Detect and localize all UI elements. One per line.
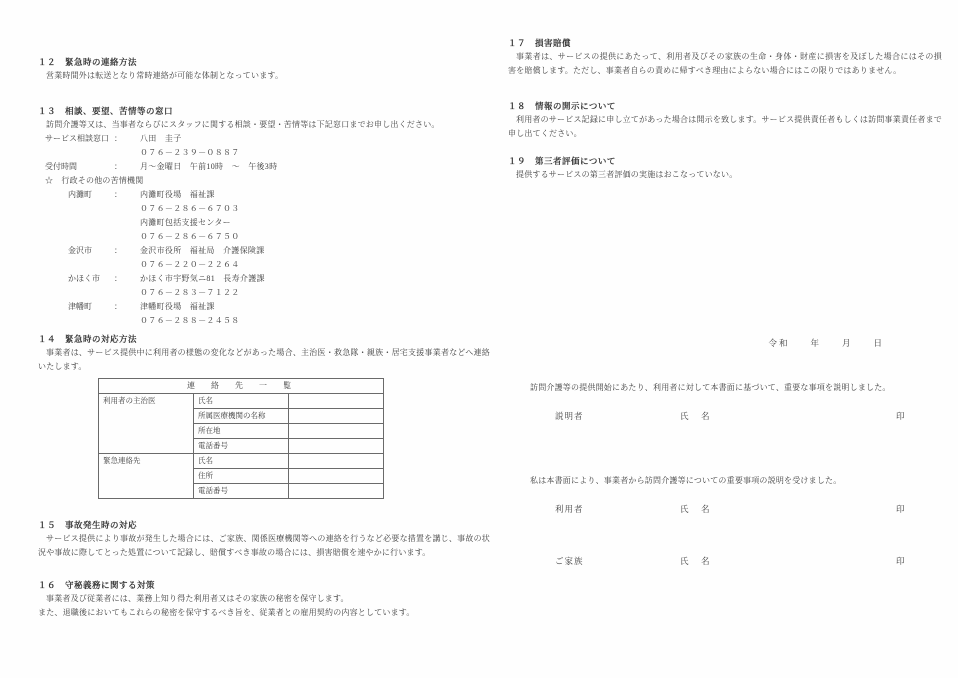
contact-list-table	[98, 378, 384, 499]
field-value-empty	[289, 394, 384, 409]
agency-office: かほく市宇野気ニ81 長寿介護課	[140, 274, 265, 283]
signature-row-user	[508, 502, 942, 516]
agency-label: 内灘町	[68, 190, 92, 199]
section-18-heading: １８ 情報の開示について	[508, 101, 616, 111]
agency-office: 内灘町包括支援センター	[140, 218, 231, 227]
group-label-doctor: 利用者の主治医	[99, 394, 194, 454]
section-14	[38, 332, 490, 499]
field-value-empty	[289, 454, 384, 469]
agency-phone: ０７６－２８３－７１２２	[140, 288, 240, 297]
name-label: 氏 名	[680, 411, 712, 421]
table-row	[99, 394, 384, 409]
agency-office: 内灘町役場 福祉課	[140, 190, 215, 199]
group-label-emergency: 緊急連絡先	[99, 454, 194, 499]
section-17-heading: １７ 損害賠償	[508, 38, 572, 48]
contact-row	[38, 132, 490, 146]
colon: ：	[114, 274, 122, 283]
field-value-empty	[289, 469, 384, 484]
agency-label: かほく市	[68, 274, 100, 283]
section-19-heading: １９ 第三者評価について	[508, 156, 616, 166]
section-12-heading: １２ 緊急時の連絡方法	[38, 57, 138, 67]
agency-office: 津幡町役場 福祉課	[140, 302, 215, 311]
field-label: 所在地	[194, 424, 289, 439]
statement-explainer: 訪問介護等の提供開始にあたり、利用者に対して本書面に基づいて、重要な事項を説明しました。	[530, 383, 891, 392]
contact-value: 月～金曜日 午前10時 ～ 午後3時	[140, 162, 278, 171]
section-14-body: 事業者は、サービス提供中に利用者の様態の変化などがあった場合、主治医・救急隊・親族・居宅支援事業者などへ連絡いたします。	[38, 348, 490, 371]
signer-role: 利用者	[555, 504, 584, 514]
receipt-statement	[508, 474, 942, 488]
explanation-statement	[508, 381, 942, 395]
table-title: 連 絡 先 一 覧	[99, 379, 384, 394]
colon: ：	[114, 134, 122, 143]
field-label: 電話番号	[194, 439, 289, 454]
seal-mark: 印	[896, 411, 905, 421]
statement-user: 私は本書面により、事業者から訪問介護等についての重要事項の説明を受けました。	[530, 476, 842, 485]
table-row	[99, 454, 384, 469]
section-13-heading: １３ 相談、要望、苦情等の窓口	[38, 106, 174, 116]
table-title-row	[99, 379, 384, 394]
agency-row	[38, 216, 490, 230]
field-label: 住所	[194, 469, 289, 484]
section-15-body: サービス提供により事故が発生した場合には、ご家族、関係医療機関等への連絡を行うなど必要な措置を講じ、事故の状況や事故に際してとった処置について記録し、賠償すべき事故の場合には、損害賠償を速やかに行います。	[38, 534, 490, 557]
section-19-body: 提供するサービスの第三者評価の実施はおこなっていない。	[516, 170, 738, 179]
field-value-empty	[289, 424, 384, 439]
section-13-intro: 訪問介護等又は、当事者ならびにスタッフに関する相談・要望・苦情等は下記窓口までお申し出ください。	[46, 120, 440, 129]
agency-phone: ０７６－２８６－６７５０	[140, 232, 240, 241]
agency-row-uchinada	[38, 188, 490, 202]
complaint-agencies-heading: ☆ 行政その他の苦情機関	[45, 176, 144, 185]
agency-row	[38, 258, 490, 272]
agency-row	[38, 230, 490, 244]
colon: ：	[114, 246, 122, 255]
seal-mark: 印	[896, 556, 905, 566]
agency-row	[38, 286, 490, 300]
signer-role: 説明者	[555, 411, 584, 421]
agency-row	[38, 202, 490, 216]
section-15	[38, 518, 490, 560]
field-label: 所属医療機関の名称	[194, 409, 289, 424]
section-13	[38, 104, 490, 328]
section-16	[38, 578, 490, 620]
agency-label: 津幡町	[68, 302, 92, 311]
field-label: 氏名	[194, 394, 289, 409]
agency-row-tsubata	[38, 300, 490, 314]
contact-phone: ０７６－２３９－０８８７	[140, 148, 240, 157]
section-18-body: 利用者のサービス記録に申し立てがあった場合は開示を致します。サービス提供責任者もしくは訪問事業責任者まで申し出てください。	[508, 115, 942, 138]
signer-role: ご家族	[555, 556, 584, 566]
colon: ：	[114, 162, 122, 171]
date-line-block	[508, 336, 942, 350]
agency-office: 金沢市役所 福祉局 介護保険課	[140, 246, 265, 255]
section-18	[508, 99, 942, 141]
field-value-empty	[289, 409, 384, 424]
section-17-body: 事業者は、サービスの提供にあたって、利用者及びその家族の生命・身体・財産に損害を及ぼした場合にはその損害を賠償します。ただし、事業者自らの責めに帰すべき理由によらない場合にはこの限りではありません。	[508, 52, 942, 75]
agency-phone: ０７６－２２０－２２６４	[140, 260, 240, 269]
agency-phone: ０７６－２８６－６７０３	[140, 204, 240, 213]
section-16-line2: また、退職後においてもこれらの秘密を保守するべき旨を、従業者との雇用契約の内容としています。	[38, 608, 415, 617]
section-17	[508, 36, 942, 78]
colon: ：	[114, 302, 122, 311]
agency-row-kanazawa	[38, 244, 490, 258]
colon: ：	[114, 190, 122, 199]
signature-row-explainer	[508, 409, 942, 423]
section-16-line1: 事業者及び従業者には、業務上知り得た利用者又はその家族の秘密を保守します。	[46, 594, 349, 603]
agency-phone: ０７６－２８８－２４５８	[140, 316, 240, 325]
section-15-heading: １５ 事故発生時の対応	[38, 520, 138, 530]
field-label: 氏名	[194, 454, 289, 469]
agency-row-kahoku	[38, 272, 490, 286]
contact-label: サービス相談窓口	[45, 134, 109, 143]
section-14-heading: １４ 緊急時の対応方法	[38, 334, 138, 344]
era-date-line: 令和 年 月 日	[768, 338, 884, 348]
agency-row	[38, 314, 490, 328]
section-12	[38, 55, 490, 83]
name-label: 氏 名	[680, 556, 712, 566]
contact-label: 受付時間	[45, 162, 77, 171]
section-19	[508, 154, 942, 182]
section-16-heading: １６ 守秘義務に関する対策	[38, 580, 156, 590]
contact-value: 八田 圭子	[140, 134, 182, 143]
seal-mark: 印	[896, 504, 905, 514]
field-label: 電話番号	[194, 484, 289, 499]
field-value-empty	[289, 484, 384, 499]
contact-row	[38, 160, 490, 174]
agency-label: 金沢市	[68, 246, 92, 255]
signature-row-family	[508, 554, 942, 568]
field-value-empty	[289, 439, 384, 454]
name-label: 氏 名	[680, 504, 712, 514]
section-12-body: 営業時間外は転送となり常時連絡が可能な体制となっています。	[46, 71, 284, 80]
contact-row	[38, 146, 490, 160]
